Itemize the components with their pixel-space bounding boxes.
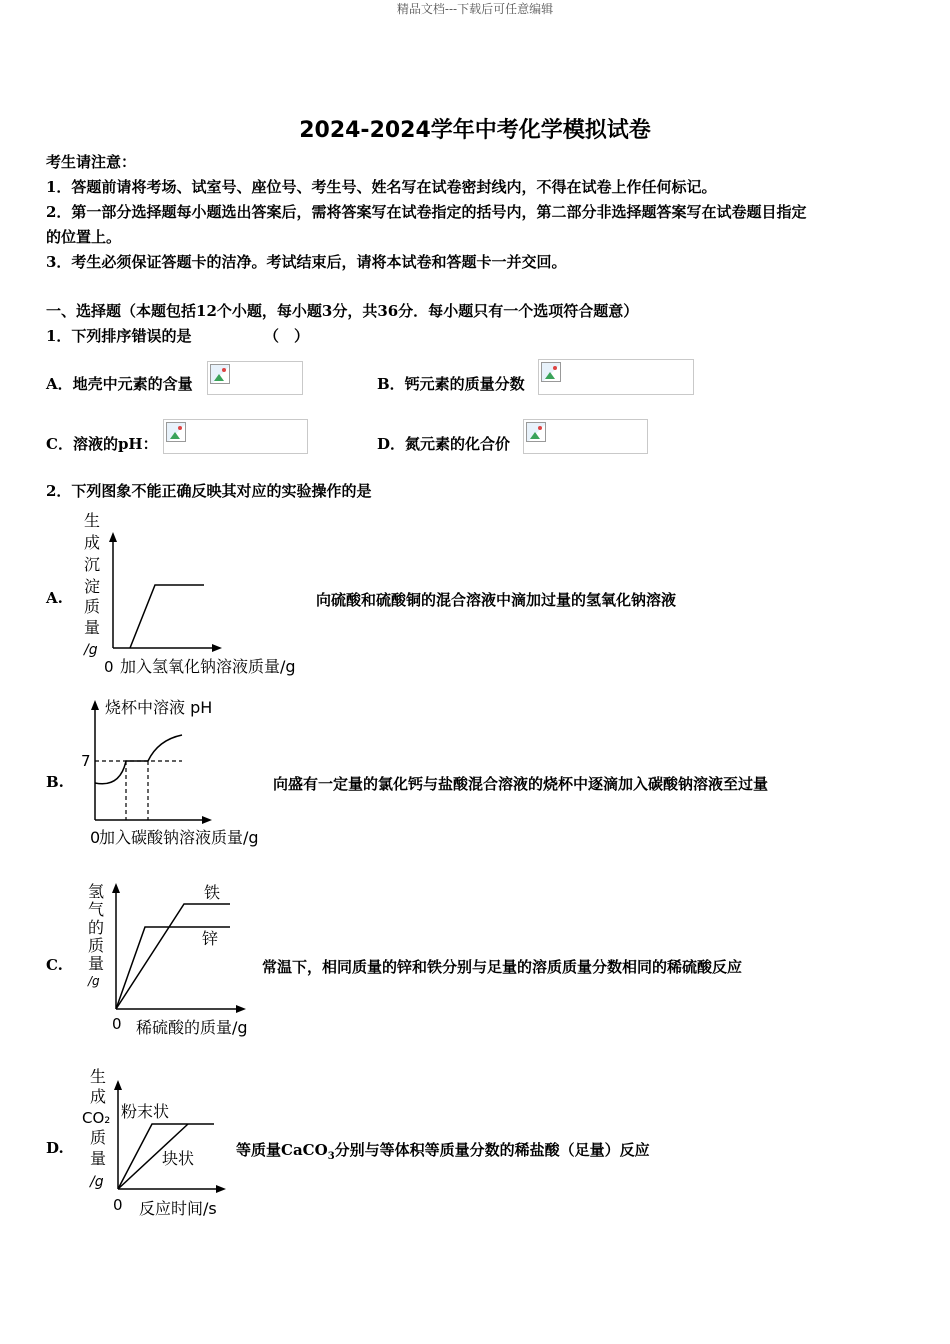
origin-label: 0 bbox=[113, 1196, 123, 1214]
page-title: 2024-2024学年中考化学模拟试卷 bbox=[299, 118, 651, 143]
q1-option-a: A．地壳中元素的含量 bbox=[46, 375, 193, 393]
q2-option-d-letter: D. bbox=[46, 1139, 64, 1157]
ylabel-char: 成 bbox=[90, 1087, 107, 1106]
x-axis-arrow bbox=[216, 1185, 226, 1193]
q1-answer-blank: （ ） bbox=[264, 327, 310, 345]
notice-heading: 考生请注意： bbox=[46, 153, 137, 171]
ylabel-char: 量 bbox=[84, 618, 101, 637]
q1-option-d: D．氮元素的化合价 bbox=[377, 435, 511, 453]
series-label-lump: 块状 bbox=[162, 1149, 195, 1168]
notice-item-2: 2．第一部分选择题每小题选出答案后，需将答案写在试卷指定的括号内，第二部分非选择题答案写在试卷题目指定 bbox=[46, 203, 807, 221]
desc-pre: 等质量 bbox=[236, 1141, 282, 1159]
y-axis-arrow bbox=[112, 883, 120, 893]
q2-option-d-graph bbox=[78, 1064, 238, 1224]
ylabel-char: 淀 bbox=[84, 577, 101, 596]
q2-option-a-graph bbox=[78, 508, 310, 680]
xlabel: 反应时间/s bbox=[139, 1199, 217, 1218]
caco3-formula: CaCO bbox=[281, 1141, 328, 1159]
x-axis-arrow bbox=[202, 816, 212, 824]
q2-option-b-letter: B. bbox=[46, 773, 64, 791]
q2-option-b-graph bbox=[78, 692, 270, 852]
ylabel: 烧杯中溶液 pH bbox=[105, 698, 213, 717]
xlabel: 加入碳酸钠溶液质量/g bbox=[99, 828, 259, 847]
broken-image-icon bbox=[541, 362, 561, 382]
q2-option-c-letter: C. bbox=[46, 956, 63, 974]
ylabel-char: 沉 bbox=[84, 555, 101, 574]
ylabel-char: 生 bbox=[84, 511, 101, 530]
ylabel-char: 氢 bbox=[88, 882, 105, 901]
notice-item-1: 1．答题前请将考场、试室号、座位号、考生号、姓名写在试卷密封线内，不得在试卷上作任何标记。 bbox=[46, 178, 717, 196]
y-axis-arrow bbox=[109, 532, 117, 542]
q1-stem: 1．下列排序错误的是 bbox=[46, 327, 192, 345]
q1-option-d-image bbox=[523, 419, 648, 454]
q1-option-b-image bbox=[538, 359, 694, 395]
series-label-iron: 铁 bbox=[204, 883, 221, 902]
ylabel-char: 质 bbox=[90, 1128, 107, 1147]
notice-item-3: 3．考生必须保证答题卡的洁净。考试结束后，请将本试卷和答题卡一并交回。 bbox=[46, 253, 567, 271]
ylabel-unit: /g bbox=[88, 974, 100, 988]
series-label-powder: 粉末状 bbox=[121, 1102, 170, 1121]
notice-item-2-cont: 的位置上。 bbox=[46, 228, 122, 246]
q2-option-b-desc: 向盛有一定量的氯化钙与盐酸混合溶液的烧杯中逐滴加入碳酸钠溶液至过量 bbox=[273, 775, 769, 793]
x-axis-arrow bbox=[212, 644, 222, 652]
q2-option-a-letter: A. bbox=[46, 589, 63, 607]
origin-label: 0 bbox=[104, 658, 114, 676]
q2-option-c-desc: 常温下，相同质量的锌和铁分别与足量的溶质质量分数相同的稀硫酸反应 bbox=[262, 958, 743, 976]
ylabel-unit: /g bbox=[90, 1174, 104, 1190]
q2-option-d-desc bbox=[236, 1139, 650, 1162]
series-label-zinc: 锌 bbox=[202, 929, 219, 948]
x-axis-arrow bbox=[236, 1005, 246, 1013]
precipitate-curve bbox=[130, 585, 204, 648]
ylabel-char: 生 bbox=[90, 1067, 107, 1086]
caco3-subscript: 3 bbox=[327, 1151, 335, 1162]
y-axis-arrow bbox=[114, 1080, 122, 1090]
q1-option-a-image bbox=[207, 361, 303, 395]
section-heading: 一、选择题（本题包括12个小题，每小题3分，共36分．每小题只有一个选项符合题意） bbox=[46, 302, 639, 320]
page-header-note: 精品文档---下载后可任意编辑 bbox=[396, 2, 554, 16]
ph-7-tick-label: 7 bbox=[81, 752, 91, 770]
q1-option-b: B．钙元素的质量分数 bbox=[377, 375, 525, 393]
broken-image-icon bbox=[210, 364, 230, 384]
broken-image-icon bbox=[166, 422, 186, 442]
iron-line bbox=[116, 904, 230, 1009]
ph-curve bbox=[95, 735, 182, 784]
origin-label: 0 bbox=[90, 828, 101, 847]
q2-option-c-graph bbox=[78, 873, 270, 1041]
ylabel-unit: /g bbox=[84, 642, 98, 658]
origin-label: 0 bbox=[112, 1015, 122, 1033]
ylabel-char: 量 bbox=[88, 954, 105, 973]
ylabel-char: 量 bbox=[90, 1149, 107, 1168]
q2-stem: 2．下列图象不能正确反映其对应的实验操作的是 bbox=[46, 482, 372, 500]
ylabel-char: 质 bbox=[84, 597, 101, 616]
desc-post: 分别与等体积等质量分数的稀盐酸（足量）反应 bbox=[334, 1141, 650, 1159]
ylabel-char: 质 bbox=[88, 936, 105, 955]
ylabel-char: 成 bbox=[84, 533, 101, 552]
ylabel-char: 的 bbox=[88, 918, 105, 937]
q1-option-c: C．溶液的pH： bbox=[46, 435, 158, 453]
q2-option-a-desc: 向硫酸和硫酸铜的混合溶液中滴加过量的氢氧化钠溶液 bbox=[316, 591, 677, 609]
xlabel: 加入氢氧化钠溶液质量/g bbox=[120, 657, 296, 676]
ylabel-char: 气 bbox=[88, 900, 105, 919]
broken-image-icon bbox=[526, 422, 546, 442]
ylabel-char: CO₂ bbox=[82, 1109, 111, 1127]
q1-option-c-image bbox=[163, 419, 308, 454]
xlabel: 稀硫酸的质量/g bbox=[136, 1018, 248, 1037]
y-axis-arrow bbox=[91, 700, 99, 710]
